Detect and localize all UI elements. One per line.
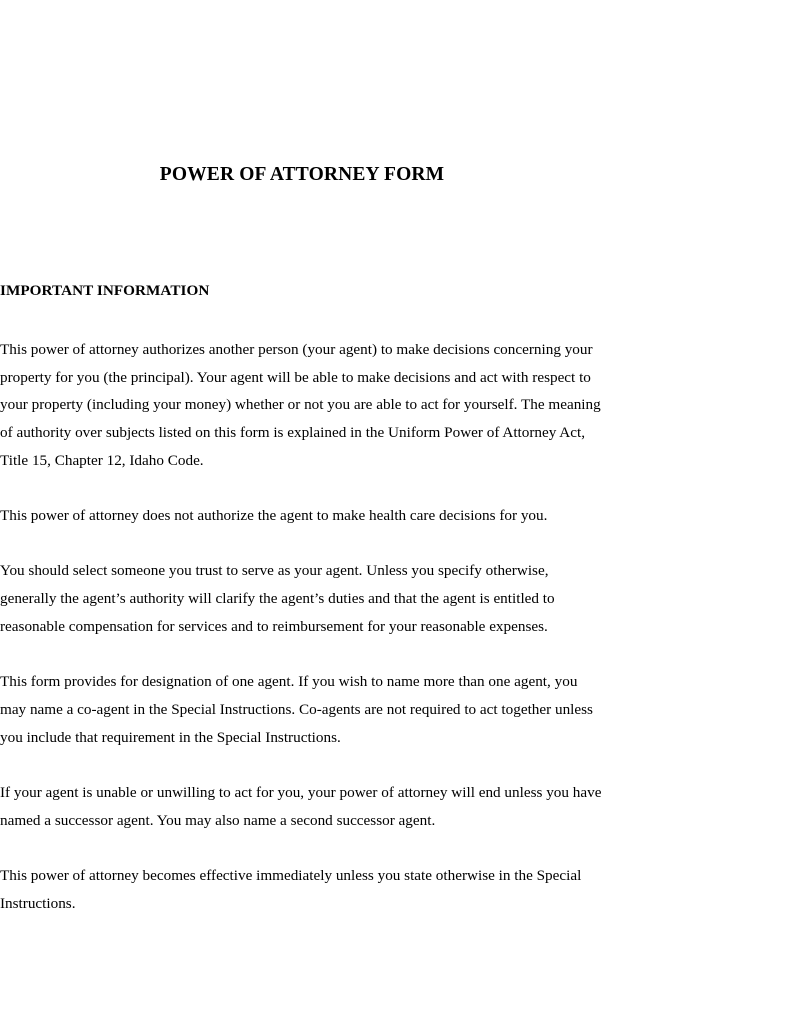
document-body (0, 336, 604, 917)
paragraph: This form provides for designation of one agent. If you wish to name more than one agent, you may name a co-agent in the Special Instructions. Co-agents are not required to act together unless you include that requirement in the Special Instructions. (0, 673, 593, 746)
paragraph: This power of attorney becomes effective immediately unless you state otherwise in the Special Instructions. (0, 866, 582, 912)
section-heading-important-information: IMPORTANT INFORMATION (0, 282, 210, 299)
paragraph: This power of attorney authorizes another person (your agent) to make decisions concerning your property for you (the principal). Your agent will be able to make decisions and act with respect to your property (including your money) whether or not you are able to act for yourself. The meaning of authority over subjects listed on this form is explained in the Uniform Power of Attorney Act, Title 15, Chapter 12, Idaho Code. (0, 341, 601, 469)
paragraph: This power of attorney does not authorize the agent to make health care decisions for you. (0, 507, 548, 525)
page-title: POWER OF ATTORNEY FORM (159, 164, 445, 185)
paragraph: You should select someone you trust to serve as your agent. Unless you specify otherwise, generally the agent’s authority will clarify the agent’s duties and that the agent is entitled to reasonable compensation for services and to reimbursement for your reasonable expenses. (0, 562, 555, 635)
paragraph: If your agent is unable or unwilling to act for you, your power of attorney will end unless you have named a successor agent. You may also name a second successor agent. (0, 783, 602, 829)
